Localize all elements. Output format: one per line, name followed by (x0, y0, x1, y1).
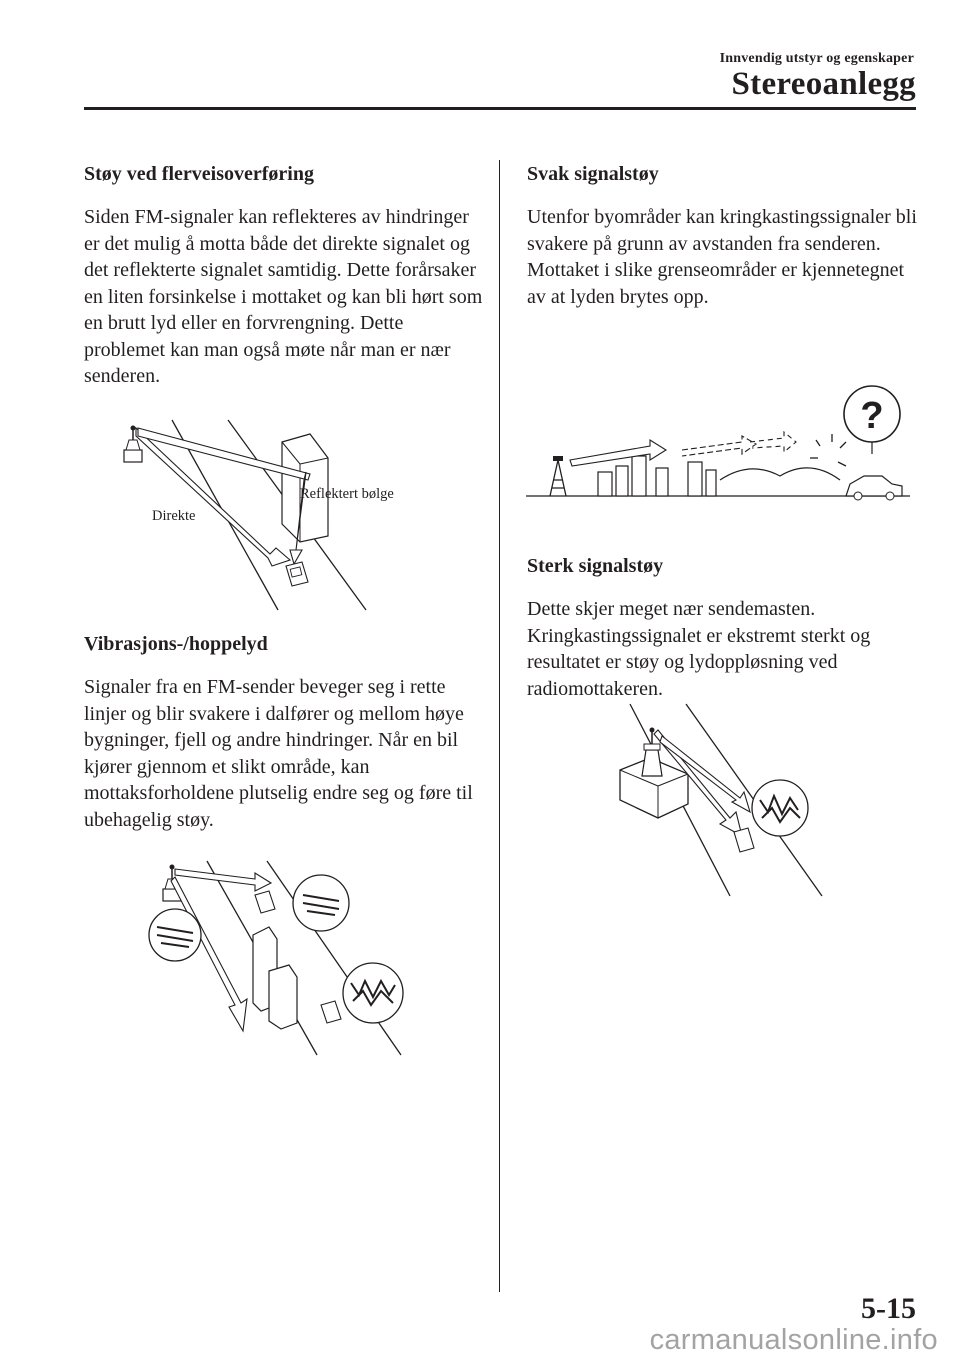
car-icon (255, 891, 275, 913)
label-direct: Direkte (152, 508, 196, 524)
noise-bubble-icon (149, 909, 201, 961)
question-mark-bubble-icon (844, 386, 900, 454)
svg-text:?: ? (860, 395, 884, 437)
car-icon (846, 476, 902, 500)
multipath-figure (110, 414, 450, 614)
watermark[interactable]: carmanualsonline.info (649, 1324, 938, 1356)
car-icon (734, 828, 754, 852)
transmitter-station-icon (620, 728, 688, 819)
flutter-heading: Vibrasjons-/hoppelyd (84, 633, 268, 655)
weak-signal-figure (520, 380, 915, 505)
page-number: 5-15 (861, 1292, 916, 1325)
static-noise-icon (343, 963, 403, 1023)
weak-signal-heading: Svak signalstøy (527, 163, 659, 185)
strong-signal-heading: Sterk signalstøy (527, 555, 664, 577)
strong-signal-figure (610, 700, 830, 900)
page-title: Stereoanlegg (731, 66, 916, 102)
weak-signal-paragraph: Utenfor byområder kan kringkastingssignaler bli svakere på grunn av avstanden fra senderen. Mottaket i slike grenseområder er kjennetegnet av at lyden brytes opp. (527, 206, 917, 308)
static-noise-icon (752, 780, 808, 836)
multipath-paragraph: Siden FM-signaler kan reflekteres av hindringer er det mulig å motta både det direkte signalet og det reflekterte signalet samtidig. Dette forårsaker en liten forsinkelse i mottaket og kan bli hørt som en brutt lyd eller en forvrengning. Dette problemet kan man også møte når man er nær senderen. (84, 206, 483, 387)
header-divider (84, 107, 916, 110)
building-icon (253, 927, 297, 1029)
strong-signal-paragraph: Dette skjer meget nær sendemasten. Kringkastingssignalet er ekstremt sterkt og resultatet er støy og lydoppløsning ved radiomottakeren. (527, 598, 871, 700)
noise-bubble-icon (293, 875, 349, 931)
weak-signal-burst (810, 434, 846, 466)
car-icon (321, 1001, 341, 1023)
flutter-paragraph: Signaler fra en FM-sender beveger seg i rette linjer og blir svakere i dalfører og mellom høye bygninger, fjell og andre hindringer. Når en bil kjører gjennom et slikt område, kan mottaksforholdene plutselig endre seg og føre til ubehagelig støy. (84, 676, 473, 831)
multipath-heading: Støy ved flerveisoverføring (84, 163, 314, 185)
car-icon (286, 562, 308, 586)
transmitter-tower-icon (550, 456, 566, 496)
flutter-figure (145, 855, 415, 1060)
header-section-label: Innvendig utstyr og egenskaper (719, 51, 914, 66)
label-reflected-wave: Reflektert bølge (300, 486, 394, 502)
city-skyline (598, 456, 716, 496)
column-divider (499, 160, 500, 1292)
